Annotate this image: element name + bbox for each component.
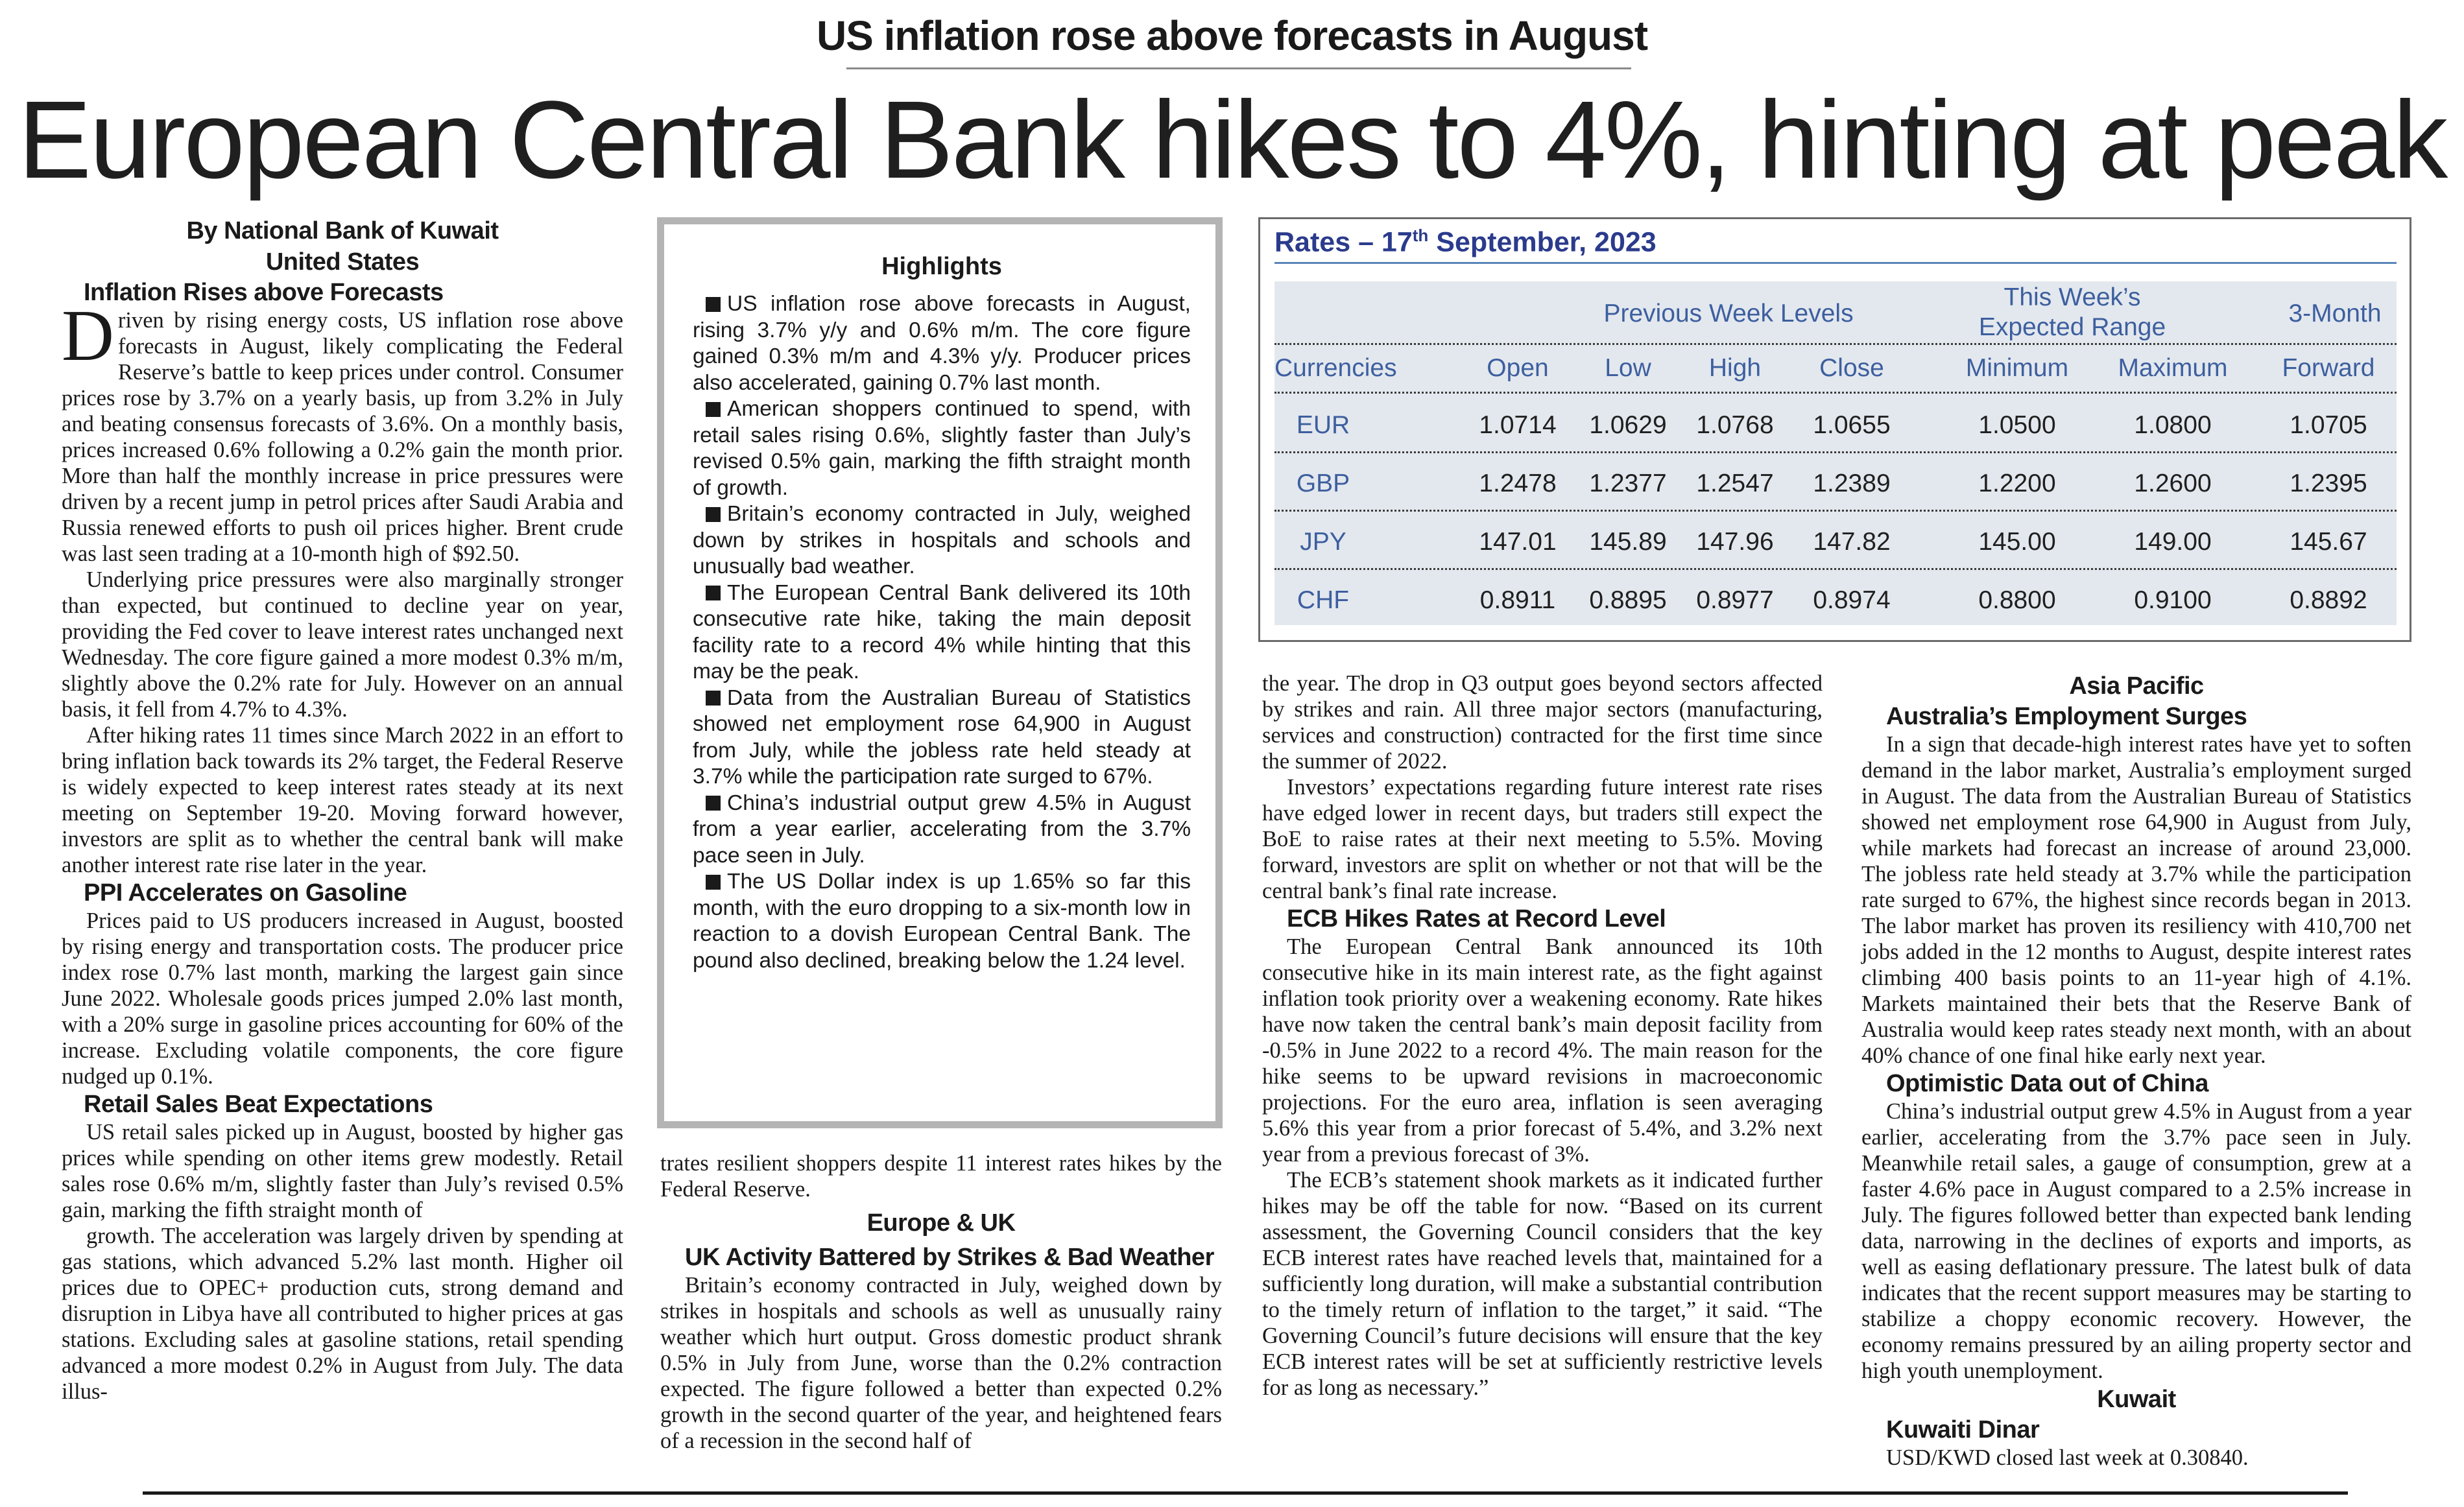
bullet-square-icon: [706, 507, 721, 522]
rate-cell: 1.0500: [1978, 411, 2056, 439]
article-paragraph: Investors’ expectations regarding future interest rate rises have edged lower in recent days, but traders still expect the BoE to raise rates at their next meeting to 5.5%. Moving forward, investors are split on whether or not that will be the central bank’s final rate increase.: [1262, 775, 1823, 903]
dotted-divider: [1274, 343, 2397, 345]
highlight-item: China’s industrial output grew 4.5% in August from a year earlier, accelerating from the 3.7% pace seen in July.: [693, 790, 1191, 868]
article-paragraph: The ECB’s statement shook markets as it indicated further hikes may be off the table for now. “Based on its current assessment, the Governing Council considers that the key ECB interest rates have reached levels that, maintained for a sufficiently long duration, will make a substantial contribution to the timely return of inflation to the target,” it said. “The Governing Council’s future decisions will ensure that the key ECB interest rates will be set at sufficiently restrictive levels for as long as necessary.”: [1262, 1168, 1823, 1400]
rates-title-rule: [1274, 262, 2397, 264]
article-paragraph: trates resilient shoppers despite 11 interest rates hikes by the Federal Reserve.: [660, 1151, 1222, 1202]
rate-currency: JPY: [1300, 528, 1346, 556]
bullet-square-icon: [706, 796, 721, 811]
subhead-retail-sales: Retail Sales Beat Expectations: [84, 1091, 433, 1118]
highlights-title: Highlights: [881, 253, 1002, 280]
article-paragraph: USD/KWD closed last week at 0.30840.: [1886, 1445, 2249, 1470]
rate-cell: 1.2478: [1479, 469, 1557, 497]
byline: By National Bank of Kuwait: [186, 217, 499, 244]
rate-cell: 1.2200: [1978, 469, 2056, 497]
group-header-3-month: 3-Month: [2288, 300, 2382, 327]
rate-cell: 1.0714: [1479, 411, 1557, 439]
bullet-square-icon: [706, 875, 721, 890]
bullet-square-icon: [706, 402, 721, 417]
bullet-square-icon: [706, 586, 721, 600]
subhead-kuwaiti-dinar: Kuwaiti Dinar: [1886, 1416, 2040, 1443]
article-paragraph: After hiking rates 11 times since March 2022 in an effort to bring inflation back towards its 2% target, the Federal Reserve is widely expected to keep interest rates steady at its next meeting on September 19-20. Moving forward however, investors are split as to whether the central bank will make another interest rate rise later in the year.: [62, 723, 623, 877]
column-1: [62, 215, 623, 1405]
col-header-low: Low: [1605, 354, 1651, 382]
rate-currency: CHF: [1297, 586, 1350, 614]
section-united-states: United States: [265, 248, 420, 276]
rate-cell: 0.8911: [1479, 586, 1556, 614]
rates-table: [1258, 217, 2411, 642]
rate-cell: 0.8800: [1978, 586, 2056, 614]
article-paragraph: Driven by rising energy costs, US inflation rose above forecasts in August, likely complicating the Federal Reserve’s battle to keep prices under control. Consumer prices rose by 3.7% on a yearly basis, up from 3.2% in July and beating consensus forecasts of 3.6%. On a monthly basis, prices increased 0.6% following a 0.2% gain the month prior. More than half the monthly increase in price pressures were driven by a recent jump in petrol prices after Saudi Arabia and Russia renewed efforts to push oil prices higher. Brent crude was last seen trading at a 10-month high of $92.50.: [62, 296, 623, 566]
rate-cell: 1.2377: [1589, 469, 1667, 497]
column-3: [1262, 670, 1823, 1401]
rate-currency: EUR: [1296, 411, 1350, 439]
rate-cell: 0.8892: [2290, 586, 2367, 614]
col-header-high: High: [1708, 354, 1762, 382]
rate-cell: 1.0629: [1589, 411, 1667, 439]
rate-cell: 147.82: [1813, 528, 1891, 556]
col-header-maximum: Maximum: [2118, 354, 2228, 382]
highlight-item: US inflation rose above forecasts in August, rising 3.7% y/y and 0.6% m/m. The core figure gained 0.3% m/m and 4.3% y/y. Producer prices also accelerated, gaining 0.7% last month.: [693, 292, 1191, 395]
bullet-square-icon: [706, 297, 721, 312]
rate-currency: GBP: [1296, 469, 1350, 497]
rate-cell: 0.8895: [1589, 586, 1667, 614]
col-header-minimum: Minimum: [1965, 354, 2069, 382]
rate-cell: 1.0768: [1696, 411, 1774, 439]
bullet-square-icon: [706, 691, 721, 706]
column-2: [660, 1150, 1222, 1454]
rate-cell: 147.96: [1696, 528, 1774, 556]
group-header-expected-range: This Week’s Expected Range: [1978, 283, 2166, 341]
article-paragraph: Underlying price pressures were also marginally stronger than expected, but continued to decline year on year, providing the Fed cover to leave interest rates unchanged next Wednesday. The core figure gained a more modest 0.3% m/m, slightly above the 0.2% rate for July. However on an annual basis, it fell from 4.7% to 4.3%.: [62, 567, 623, 722]
col-header-open: Open: [1487, 354, 1549, 382]
rates-title: Rates – 17th September, 2023: [1274, 226, 1657, 258]
subhead-ecb: ECB Hikes Rates at Record Level: [1287, 905, 1666, 932]
rate-cell: 147.01: [1479, 528, 1557, 556]
rate-cell: 149.00: [2134, 528, 2212, 556]
rate-cell: 0.9100: [2134, 586, 2212, 614]
main-headline: European Central Bank hikes to 4%, hinting at peak: [18, 78, 2446, 202]
rate-cell: 0.8977: [1696, 586, 1774, 614]
highlights-box: [657, 217, 1223, 1128]
subhead-uk-activity: UK Activity Battered by Strikes & Bad Weather: [685, 1244, 1214, 1271]
highlight-item: The European Central Bank delivered its 10th consecutive rate hike, taking the main deposit facility rate to a record 4% while hinting that this may be the peak.: [693, 580, 1191, 683]
article-paragraph: The European Central Bank announced its 10th consecutive hike in its main interest rate, as the fight against inflation took priority over a weakening economy. Rate hikes have now taken the central bank’s main deposit facility from -0.5% in June 2022 to a record 4%. The main reason for the hike seems to be upward revisions in macroeconomic projections. For the euro area, inflation is seen averaging 5.6% this year from a prior forecast of 5.4%, and 3.2% next year from a previous forecast of 3%.: [1262, 934, 1823, 1167]
col-header-forward: Forward: [2282, 354, 2375, 382]
subhead-china: Optimistic Data out of China: [1886, 1070, 2208, 1097]
dotted-divider: [1274, 451, 2397, 453]
section-europe-uk: Europe & UK: [867, 1209, 1016, 1237]
rate-cell: 1.0800: [2134, 411, 2212, 439]
dropcap: D: [62, 296, 114, 376]
kicker-headline: US inflation rose above forecasts in August: [816, 12, 1648, 59]
rate-cell: 145.89: [1589, 528, 1667, 556]
column-4: [1861, 670, 2411, 1471]
highlight-item: The US Dollar index is up 1.65% so far this month, with the euro dropping to a six-month low in reaction to a dovish European Central Bank. The pound also declined, breaking below the 1.24 level.: [693, 870, 1191, 973]
rate-cell: 1.2389: [1813, 469, 1891, 497]
rate-cell: 1.2395: [2290, 469, 2367, 497]
subhead-australia: Australia’s Employment Surges: [1886, 703, 2247, 730]
rate-cell: 1.2547: [1696, 469, 1774, 497]
section-kuwait: Kuwait: [2097, 1386, 2176, 1413]
highlight-item: Britain’s economy contracted in July, weighed down by strikes in hospitals and schools and unusually bad weather.: [693, 502, 1191, 578]
rates-grid: [1274, 281, 2397, 625]
dotted-divider: [1274, 392, 2397, 394]
kicker-rule: [846, 67, 1631, 69]
group-header-previous-week: Previous Week Levels: [1603, 300, 1854, 327]
col-header-currencies: Currencies: [1274, 354, 1397, 382]
article-paragraph: Britain’s economy contracted in July, weighed down by strikes in hospitals and schools as well as unusually rainy weather which hurt output. Gross domestic product shrank 0.5% in July from June, worse than the 0.2% contraction expected. The figure followed a better than expected 0.2% growth in the second quarter of the year, and heightened fears of a recession in the second half of: [660, 1273, 1222, 1453]
rate-cell: 1.0655: [1813, 411, 1891, 439]
rate-cell: 1.2600: [2134, 469, 2212, 497]
article-paragraph: Prices paid to US producers increased in August, boosted by rising energy and transportation costs. The producer price index rose 0.7% last month, marking the largest gain since June 2022. Wholesale goods prices jumped 2.0% last month, with a 20% surge in gasoline prices accounting for 60% of the increase. Excluding volatile components, the core figure nudged up 0.1%.: [62, 908, 623, 1089]
article-paragraph: In a sign that decade-high interest rates have yet to soften demand in the labor market, Australia’s employment surged in August. The data from the Australian Bureau of Statistics showed net employment rose 64,900 in August from July, while markets had forecast an increase of around 23,000. The jobless rate held steady at 3.7% while the participation rate surged to 67%, the highest since records began in 2013. The labor market has proven its resiliency with 410,700 net jobs added in the 12 months to August, despite interest rates climbing 400 basis points to an 11-year high of 4.1%. Markets maintained their bets that the Reserve Bank of Australia would keep rates steady next month, with an about 40% chance of one final hike early next year.: [1861, 732, 2411, 1068]
col-header-close: Close: [1819, 354, 1884, 382]
highlight-item: American shoppers continued to spend, with retail sales rising 0.6%, slightly faster than July’s revised 0.5% gain, marking the fifth straight month of growth.: [693, 397, 1191, 500]
rate-cell: 1.0705: [2290, 411, 2367, 439]
article-paragraph: growth. The acceleration was largely driven by spending at gas stations, which advanced 5.2% last month. Higher oil prices due to OPEC+ production cuts, strong demand and disruption in Libya have all contributed to higher prices at gas stations. Excluding sales at gasoline stations, retail spending advanced a more modest 0.2% in August from July. The data illus-: [62, 1224, 623, 1404]
article-paragraph: the year. The drop in Q3 output goes beyond sectors affected by strikes and rain. All three major sectors (manufacturing, services and construction) contracted for the first time since the summer of 2022.: [1262, 671, 1823, 774]
section-asia-pacific: Asia Pacific: [2069, 672, 2204, 700]
highlight-item: Data from the Australian Bureau of Statistics showed net employment rose 64,900 in August from July, while the jobless rate held steady at 3.7% while the participation rate surged to 67%.: [693, 685, 1191, 789]
subhead-ppi: PPI Accelerates on Gasoline: [84, 879, 407, 907]
rate-cell: 145.67: [2290, 528, 2367, 556]
subhead-inflation: Inflation Rises above Forecasts: [84, 279, 444, 306]
dotted-divider: [1274, 568, 2397, 570]
rate-cell: 145.00: [1978, 528, 2056, 556]
dotted-divider: [1274, 510, 2397, 512]
rate-cell: 0.8974: [1813, 586, 1891, 614]
bottom-rule: [143, 1491, 2348, 1495]
article-paragraph: China’s industrial output grew 4.5% in August from a year earlier, accelerating from the 3.7% pace seen in July. Meanwhile retail sales, a gauge of consumption, grew at a faster 4.6% pace in August compared to a 2.5% increase in July. The figures followed better than expected bank lending data, narrowing in the declines of exports and imports, as well as easing deflationary pressure. The latest bulk of data indicates that the recent support measures may be starting to stabilize a choppy economic recovery. However, the economy remains pressured by an ailing property sector and high youth unemployment.: [1861, 1099, 2411, 1383]
article-paragraph: US retail sales picked up in August, boosted by higher gas prices while spending on other items grew modestly. Retail sales rose 0.6% m/m, slightly faster than July’s revised 0.5% gain, marking the fifth straight month of: [62, 1120, 623, 1222]
